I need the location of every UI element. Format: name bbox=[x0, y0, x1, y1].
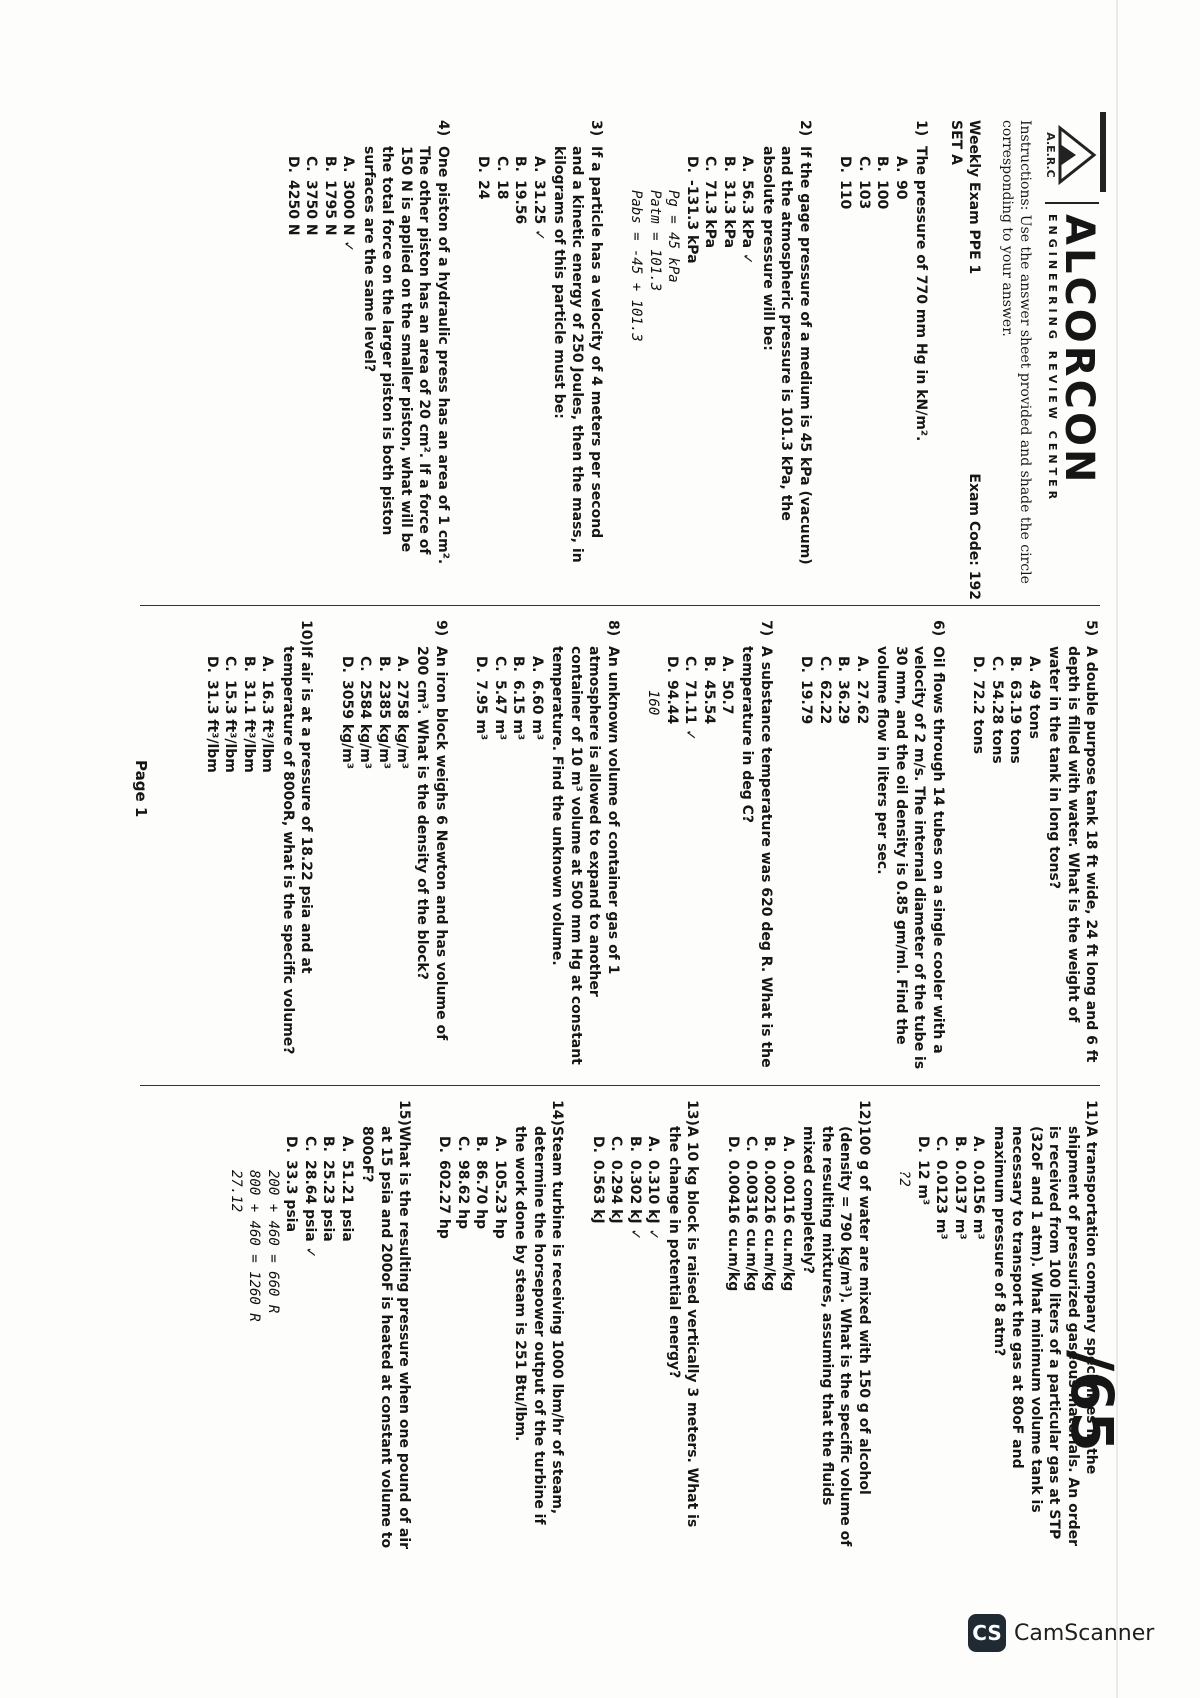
choice-item bbox=[320, 156, 338, 570]
choice-item bbox=[472, 656, 490, 1070]
question-number: 11) bbox=[1083, 1100, 1099, 1126]
choice-letter: C. bbox=[816, 656, 833, 672]
choice-letter: C. bbox=[491, 656, 508, 672]
choice-item bbox=[662, 656, 680, 1070]
question-stem bbox=[799, 1100, 873, 1550]
handwritten-note: ?2 bbox=[896, 1170, 913, 1187]
choice-letter: B. bbox=[240, 656, 257, 672]
exam-sheet bbox=[120, 100, 1126, 1580]
choice-letter: A. bbox=[970, 1136, 987, 1153]
choice-value: 4250 N bbox=[284, 180, 301, 236]
question-item bbox=[435, 1100, 566, 1550]
question-number: 14) bbox=[549, 1100, 566, 1126]
brand bbox=[1045, 202, 1103, 504]
choice-item bbox=[453, 1136, 471, 1550]
choice-item bbox=[492, 156, 510, 570]
choice-letter: D. bbox=[663, 656, 680, 673]
question-number: 8) bbox=[604, 620, 621, 637]
choice-item bbox=[836, 156, 854, 570]
choice-item bbox=[742, 1136, 760, 1550]
choice-value: 62.22 bbox=[816, 680, 833, 725]
choice-item bbox=[797, 656, 815, 1070]
choice-item bbox=[202, 656, 220, 1070]
choice-letter: D. bbox=[203, 656, 220, 673]
choice-value: 3750 N bbox=[303, 180, 320, 236]
choice-list bbox=[682, 156, 756, 570]
choice-item bbox=[337, 656, 355, 1070]
question-number: 6) bbox=[929, 620, 946, 637]
question-text: If the gage pressure of a medium is 45 kPa (vacuum) and the atmospheric pressure is 101.3 kPa, the absolute pressure will be: bbox=[759, 146, 813, 565]
choice-letter: A. bbox=[719, 656, 736, 673]
choice-value: 51.21 psia bbox=[338, 1160, 355, 1242]
question-column-1 bbox=[261, 120, 930, 570]
question-text: A substance temperature was 620 deg R. What is the temperature in deg C? bbox=[739, 646, 774, 1068]
choice-value: 0.0156 m³ bbox=[970, 1160, 987, 1240]
choice-item bbox=[221, 656, 239, 1070]
choice-list bbox=[969, 656, 1043, 1070]
choice-letter: C. bbox=[743, 1136, 760, 1152]
choice-value: 12 m³ bbox=[914, 1160, 931, 1206]
question-stem bbox=[278, 620, 315, 1070]
choice-value: 27.62 bbox=[853, 680, 870, 725]
question-text: An unknown volume of container gas of 1 atmosphere is allowed to expand to another container of 10 m³ volume at 500 mm Hg at constant temperature. Find the unknown volume. bbox=[549, 646, 621, 1065]
question-item bbox=[836, 120, 930, 570]
question-number: 3) bbox=[587, 120, 604, 137]
choice-item bbox=[719, 156, 737, 570]
choice-item bbox=[472, 1136, 490, 1550]
question-item bbox=[895, 1100, 1100, 1550]
camscanner-badge bbox=[968, 1614, 1154, 1652]
choice-list bbox=[474, 156, 548, 570]
handwritten-note: 160 bbox=[645, 690, 662, 716]
choice-letter: A. bbox=[259, 656, 276, 673]
choice-value: 54.28 tons bbox=[988, 680, 1005, 764]
choice-letter: A. bbox=[530, 156, 547, 173]
choice-value: 0.00216 cu.m/kg bbox=[761, 1160, 778, 1292]
handwritten-note: Pg = 45 kPa bbox=[665, 190, 682, 283]
question-stem bbox=[664, 1100, 701, 1550]
choice-value: 105.23 hp bbox=[491, 1160, 508, 1239]
choice-letter: B. bbox=[510, 656, 527, 672]
choice-value: 50.7 bbox=[719, 680, 736, 715]
choice-letter: B. bbox=[1007, 656, 1024, 672]
choice-letter: B. bbox=[874, 156, 891, 172]
choice-value: 31.1 ft³/lbm bbox=[240, 680, 257, 773]
choice-value: 72.2 tons bbox=[970, 680, 987, 755]
choice-item bbox=[913, 1136, 931, 1550]
choice-value: 63.19 tons bbox=[1007, 680, 1024, 764]
choice-list bbox=[662, 656, 736, 1070]
choice-value: 24 bbox=[475, 180, 492, 200]
question-item bbox=[474, 120, 605, 570]
choice-value: 16.3 ft³/lbm bbox=[259, 680, 276, 773]
choice-list bbox=[723, 1136, 797, 1550]
question-text: One piston of a hydraulic press has an area of 1 cm². The other piston has an area of 20 cm². If a force of 150 N is applied on the smaller piston, what will be the total force on the larger piston is both piston surfaces are the same level? bbox=[360, 146, 451, 565]
choice-value: 0.294 kJ bbox=[608, 1160, 625, 1224]
choice-letter: B. bbox=[951, 1136, 968, 1152]
choice-value: 3059 kg/m³ bbox=[338, 680, 355, 770]
choice-value: 7.95 m³ bbox=[473, 680, 490, 741]
choice-value: 0.302 kJ ✓ bbox=[626, 1160, 643, 1241]
choice-letter: C. bbox=[222, 656, 239, 672]
choice-letter: B. bbox=[761, 1136, 778, 1152]
question-text: An iron block weighs 6 Newton and has volume of 200 cm³. What is the density of the block? bbox=[414, 646, 449, 1041]
question-stem bbox=[989, 1100, 1100, 1550]
choice-item bbox=[701, 156, 719, 570]
question-stem bbox=[738, 620, 775, 1070]
handwritten-note: 800 + 460 = 1260 R bbox=[246, 1170, 263, 1322]
choice-letter: C. bbox=[357, 656, 374, 672]
choice-item bbox=[282, 1136, 300, 1550]
choice-item bbox=[834, 656, 852, 1070]
question-number: 13) bbox=[684, 1100, 701, 1126]
choice-value: 19.79 bbox=[798, 680, 815, 725]
choice-value: 94.44 bbox=[663, 680, 680, 725]
choice-letter: B. bbox=[700, 656, 717, 672]
choice-item bbox=[815, 656, 833, 1070]
question-number: 7) bbox=[757, 620, 774, 637]
choice-letter: D. bbox=[473, 656, 490, 673]
choice-value: 86.70 hp bbox=[473, 1160, 490, 1230]
choice-letter: B. bbox=[320, 1136, 337, 1152]
choice-letter: C. bbox=[608, 1136, 625, 1152]
choice-value: 0.00116 cu.m/kg bbox=[779, 1160, 796, 1292]
choice-letter: B. bbox=[375, 656, 392, 672]
handwritten-note: 200 + 460 = 660 R bbox=[264, 1170, 281, 1314]
choice-letter: D. bbox=[436, 1136, 453, 1153]
logo-row bbox=[1044, 120, 1103, 680]
choice-value: 98.62 hp bbox=[454, 1160, 471, 1230]
choice-value: 0.0137 m³ bbox=[951, 1160, 968, 1240]
choice-item bbox=[490, 656, 508, 1070]
question-stem bbox=[1045, 620, 1100, 1070]
handwritten-notes bbox=[226, 1170, 281, 1550]
choice-letter: D. bbox=[724, 1136, 741, 1153]
choice-item bbox=[760, 1136, 778, 1550]
choice-letter: C. bbox=[933, 1136, 950, 1152]
choice-list bbox=[283, 156, 357, 570]
choice-list bbox=[472, 656, 546, 1070]
choice-item bbox=[302, 156, 320, 570]
brand-subtitle: ENGINEERING REVIEW CENTER bbox=[1046, 214, 1060, 504]
choice-item bbox=[509, 656, 527, 1070]
question-item bbox=[472, 620, 622, 1070]
choice-list bbox=[337, 656, 411, 1070]
choice-item bbox=[682, 156, 700, 570]
choice-item bbox=[374, 656, 392, 1070]
choice-list bbox=[797, 656, 871, 1070]
choice-value: 18 bbox=[493, 180, 510, 200]
choice-value: 28.64 psia ✓ bbox=[301, 1160, 318, 1259]
choice-item bbox=[239, 656, 257, 1070]
choice-item bbox=[779, 1136, 797, 1550]
question-number: 2) bbox=[796, 120, 813, 137]
question-number: 12) bbox=[855, 1100, 872, 1126]
choice-item bbox=[699, 656, 717, 1070]
question-text: A double purpose tank 18 ft wide, 24 ft long and 6 ft depth is filled with water. What is the weight of water in the tank in long tons? bbox=[1046, 646, 1099, 1063]
choice-item bbox=[738, 156, 756, 570]
question-item bbox=[226, 1100, 413, 1550]
choice-value: 5.47 m³ bbox=[491, 680, 508, 741]
choice-letter: B. bbox=[473, 1136, 490, 1152]
choice-value: 31.25 ✓ bbox=[530, 180, 547, 241]
choice-value: 90 bbox=[892, 180, 909, 200]
choice-value: 2758 kg/m³ bbox=[394, 680, 410, 770]
choice-letter: C. bbox=[493, 156, 510, 172]
page-number: Page 1 bbox=[132, 760, 150, 818]
choice-value: 0.310 kJ ✓ bbox=[645, 1160, 662, 1241]
choice-item bbox=[950, 1136, 968, 1550]
score-handwritten: /65 bbox=[1058, 1350, 1126, 1452]
exam-header bbox=[946, 120, 1103, 680]
choice-letter: A. bbox=[338, 1136, 355, 1153]
choice-letter: A. bbox=[645, 1136, 662, 1153]
instructions: Instructions: Use the answer sheet provided and shade the circle corresponding to your answer. bbox=[998, 120, 1033, 584]
choice-item bbox=[1024, 656, 1042, 1070]
choice-item bbox=[607, 1136, 625, 1550]
choice-value: 25.23 psia bbox=[320, 1160, 337, 1242]
choice-item bbox=[891, 156, 909, 570]
choice-list bbox=[913, 1136, 987, 1550]
camscanner-label: CamScanner bbox=[1014, 1620, 1155, 1646]
choice-list bbox=[435, 1136, 509, 1550]
handwritten-note: 27.12 bbox=[227, 1170, 244, 1213]
aerc-logo-icon bbox=[1044, 120, 1100, 190]
question-number: 9) bbox=[432, 620, 449, 637]
choice-item bbox=[319, 1136, 337, 1550]
choice-list bbox=[202, 656, 276, 1070]
choice-letter: C. bbox=[988, 656, 1005, 672]
choice-letter: D. bbox=[970, 656, 987, 673]
choice-item bbox=[854, 156, 872, 570]
choice-value: 6.60 m³ bbox=[528, 680, 545, 741]
camscanner-logo-icon: CS bbox=[968, 1614, 1006, 1652]
choice-item bbox=[337, 1136, 355, 1550]
choice-item bbox=[644, 1136, 662, 1550]
choice-item bbox=[435, 1136, 453, 1550]
choice-value: 45.54 bbox=[700, 680, 717, 725]
question-text: A transportation company specializes in the shipment of pressurized gaseous materials. An order is received from 100 liters of a particular gas at STP (32oF and 1 atm). What minimum volume tank is necessary to transport the gas at 80oF and maximum pressure of 8 atm? bbox=[990, 1126, 1099, 1547]
question-stem bbox=[511, 1100, 566, 1550]
choice-letter: A. bbox=[528, 656, 545, 673]
choice-letter: D. bbox=[837, 156, 854, 173]
question-item bbox=[969, 620, 1100, 1070]
choice-value: 0.00416 cu.m/kg bbox=[724, 1160, 741, 1292]
question-text: The pressure of 770 mm Hg in kN/m². bbox=[913, 146, 929, 442]
question-text: A 10 kg block is raised vertically 3 meters. What is the change in potential energy? bbox=[665, 1126, 701, 1528]
choice-letter: D. bbox=[284, 156, 301, 173]
exam-code: Exam Code: 192 bbox=[966, 473, 983, 600]
choice-value: 2584 kg/m³ bbox=[357, 680, 374, 770]
question-text: 100 g of water are mixed with 150 g of alcohol (density = 790 kg/m³). What is the specific volume of the resulting mixtures, assuming that the fluids mixed completely? bbox=[800, 1126, 872, 1547]
choice-item bbox=[529, 156, 547, 570]
choice-item bbox=[474, 156, 492, 570]
question-item bbox=[202, 620, 315, 1070]
choice-item bbox=[511, 156, 529, 570]
question-stem bbox=[413, 620, 450, 1070]
choice-value: 31.3 ft³/lbm bbox=[203, 680, 220, 773]
logo-text: A.E.R.C bbox=[1044, 132, 1057, 178]
choice-value: 0.0123 m³ bbox=[933, 1160, 950, 1240]
choice-value: 15.3 ft³/lbm bbox=[222, 680, 239, 773]
choice-value: 6.15 m³ bbox=[510, 680, 527, 741]
choice-list bbox=[282, 1136, 356, 1550]
choice-letter: C. bbox=[855, 156, 872, 172]
exam-line bbox=[965, 120, 983, 600]
choice-item bbox=[932, 1136, 950, 1550]
choice-letter: D. bbox=[475, 156, 492, 173]
question-text: If air is at a pressure of 18.22 psia and at temperature of 800oR, what is the specific volume? bbox=[279, 646, 315, 1055]
exam-set: SET A bbox=[947, 120, 964, 165]
choice-value: 0.00316 cu.m/kg bbox=[743, 1160, 760, 1292]
choice-value: 0.563 kJ bbox=[589, 1160, 606, 1224]
choice-letter: D. bbox=[338, 656, 355, 673]
choice-letter: C. bbox=[702, 156, 719, 172]
choice-list bbox=[836, 156, 910, 570]
question-column-3 bbox=[204, 1100, 1100, 1550]
choice-letter: B. bbox=[720, 156, 737, 172]
question-column-2 bbox=[180, 620, 1100, 1070]
choice-value: 1795 N bbox=[321, 180, 338, 236]
choice-value: 100 bbox=[874, 180, 891, 210]
question-text: What is the resulting pressure when one pound of air at 15 psia and 200oF is heated at constant volume to 800oF? bbox=[359, 1126, 412, 1550]
handwritten-note: Pabs = -45 + 101.3 bbox=[628, 190, 645, 342]
choice-value: 71.11 ✓ bbox=[682, 680, 699, 741]
question-stem bbox=[758, 120, 813, 570]
choice-letter: D. bbox=[283, 1136, 300, 1153]
choice-item bbox=[490, 1136, 508, 1550]
question-stem bbox=[873, 620, 947, 1070]
choice-letter: A. bbox=[853, 656, 870, 673]
choice-value: 36.29 bbox=[835, 680, 852, 725]
question-text: Steam turbine is receiving 1000 lbm/hr of steam, determine the horsepower output of the turbine if the work done by steam is 251 Btu/lbm. bbox=[512, 1126, 566, 1525]
question-item bbox=[644, 620, 775, 1070]
choice-value: 602.27 hp bbox=[436, 1160, 453, 1239]
choice-item bbox=[852, 656, 870, 1070]
choice-item bbox=[873, 156, 891, 570]
choice-item bbox=[987, 656, 1005, 1070]
choice-item bbox=[258, 656, 276, 1070]
choice-letter: B. bbox=[321, 156, 338, 172]
choice-value: 56.3 kPa ✓ bbox=[739, 180, 756, 265]
choice-value: 103 bbox=[855, 180, 872, 210]
question-item bbox=[283, 120, 451, 570]
choice-item bbox=[527, 656, 545, 1070]
choice-letter: A. bbox=[340, 156, 357, 173]
choice-value: 2385 kg/m³ bbox=[375, 680, 392, 770]
choice-item bbox=[356, 656, 374, 1070]
choice-letter: C. bbox=[454, 1136, 471, 1152]
question-item bbox=[627, 120, 814, 570]
question-stem bbox=[548, 620, 622, 1070]
choice-letter: D. bbox=[683, 156, 700, 173]
choice-letter: D. bbox=[914, 1136, 931, 1153]
question-stem bbox=[912, 120, 930, 570]
question-item bbox=[723, 1100, 873, 1550]
choice-value: -131.3 kPa bbox=[683, 180, 700, 264]
choice-letter: C. bbox=[301, 1136, 318, 1152]
handwritten-notes bbox=[644, 690, 662, 1070]
question-text: Oil flows through 14 tubes on a single cooler with a velocity of 2 m/s. The internal diameter of the tube is 30 mm, and the oil density is 0.85 gm/ml. Find the volume flow in liters per sec. bbox=[874, 646, 946, 1070]
choice-letter: A. bbox=[779, 1136, 796, 1153]
choice-item bbox=[723, 1136, 741, 1550]
handwritten-note: Patm = 101.3 bbox=[646, 190, 663, 292]
question-item bbox=[797, 620, 947, 1070]
choice-item bbox=[588, 1136, 606, 1550]
choice-item bbox=[718, 656, 736, 1070]
choice-letter: C. bbox=[303, 156, 320, 172]
choice-letter: A. bbox=[739, 156, 756, 173]
choice-item bbox=[283, 156, 301, 570]
choice-letter: B. bbox=[626, 1136, 643, 1152]
choice-letter: D. bbox=[589, 1136, 606, 1153]
choice-letter: B. bbox=[512, 156, 529, 172]
question-stem bbox=[358, 1100, 413, 1550]
question-number: 10) bbox=[298, 620, 315, 646]
choice-item bbox=[393, 656, 411, 1070]
question-number: 4) bbox=[434, 120, 451, 137]
choice-value: 33.3 psia bbox=[283, 1160, 300, 1233]
choice-letter: C. bbox=[682, 656, 699, 672]
question-number: 5) bbox=[1083, 620, 1099, 637]
exam-title: Weekly Exam PPE 1 bbox=[966, 120, 983, 275]
choice-item bbox=[1006, 656, 1024, 1070]
question-stem bbox=[550, 120, 605, 570]
question-number: 1) bbox=[913, 120, 929, 137]
handwritten-notes bbox=[627, 190, 682, 570]
handwritten-notes bbox=[895, 1170, 913, 1550]
choice-value: 31.3 kPa bbox=[720, 180, 737, 249]
question-number: 15) bbox=[396, 1100, 412, 1126]
choice-value: 49 tons bbox=[1025, 680, 1042, 739]
choice-letter: A. bbox=[491, 1136, 508, 1153]
choice-list bbox=[588, 1136, 662, 1550]
choice-item bbox=[969, 656, 987, 1070]
choice-item bbox=[300, 1136, 318, 1550]
choice-value: 19.56 bbox=[512, 180, 529, 225]
choice-item bbox=[681, 656, 699, 1070]
choice-item bbox=[339, 156, 357, 570]
column-divider bbox=[140, 1085, 1100, 1086]
choice-value: 3000 N ✓ bbox=[340, 180, 357, 253]
question-item bbox=[337, 620, 450, 1070]
choice-item bbox=[625, 1136, 643, 1550]
choice-letter: A. bbox=[1025, 656, 1042, 673]
choice-letter: B. bbox=[835, 656, 852, 672]
choice-value: 110 bbox=[837, 180, 854, 210]
question-text: If a particle has a velocity of 4 meters per second and a kinetic energy of 250 Joules, then the mass, in kilograms of this particle must be: bbox=[551, 146, 604, 563]
question-stem bbox=[359, 120, 451, 570]
corner-mark bbox=[1100, 112, 1106, 192]
brand-name: ALCORCON bbox=[1056, 214, 1103, 486]
choice-letter: A. bbox=[892, 156, 909, 173]
choice-letter: A. bbox=[394, 656, 410, 673]
question-item bbox=[588, 1100, 701, 1550]
choice-letter: D. bbox=[798, 656, 815, 673]
choice-value: 71.3 kPa bbox=[702, 180, 719, 249]
column-divider bbox=[140, 605, 1100, 606]
choice-item bbox=[969, 1136, 987, 1550]
